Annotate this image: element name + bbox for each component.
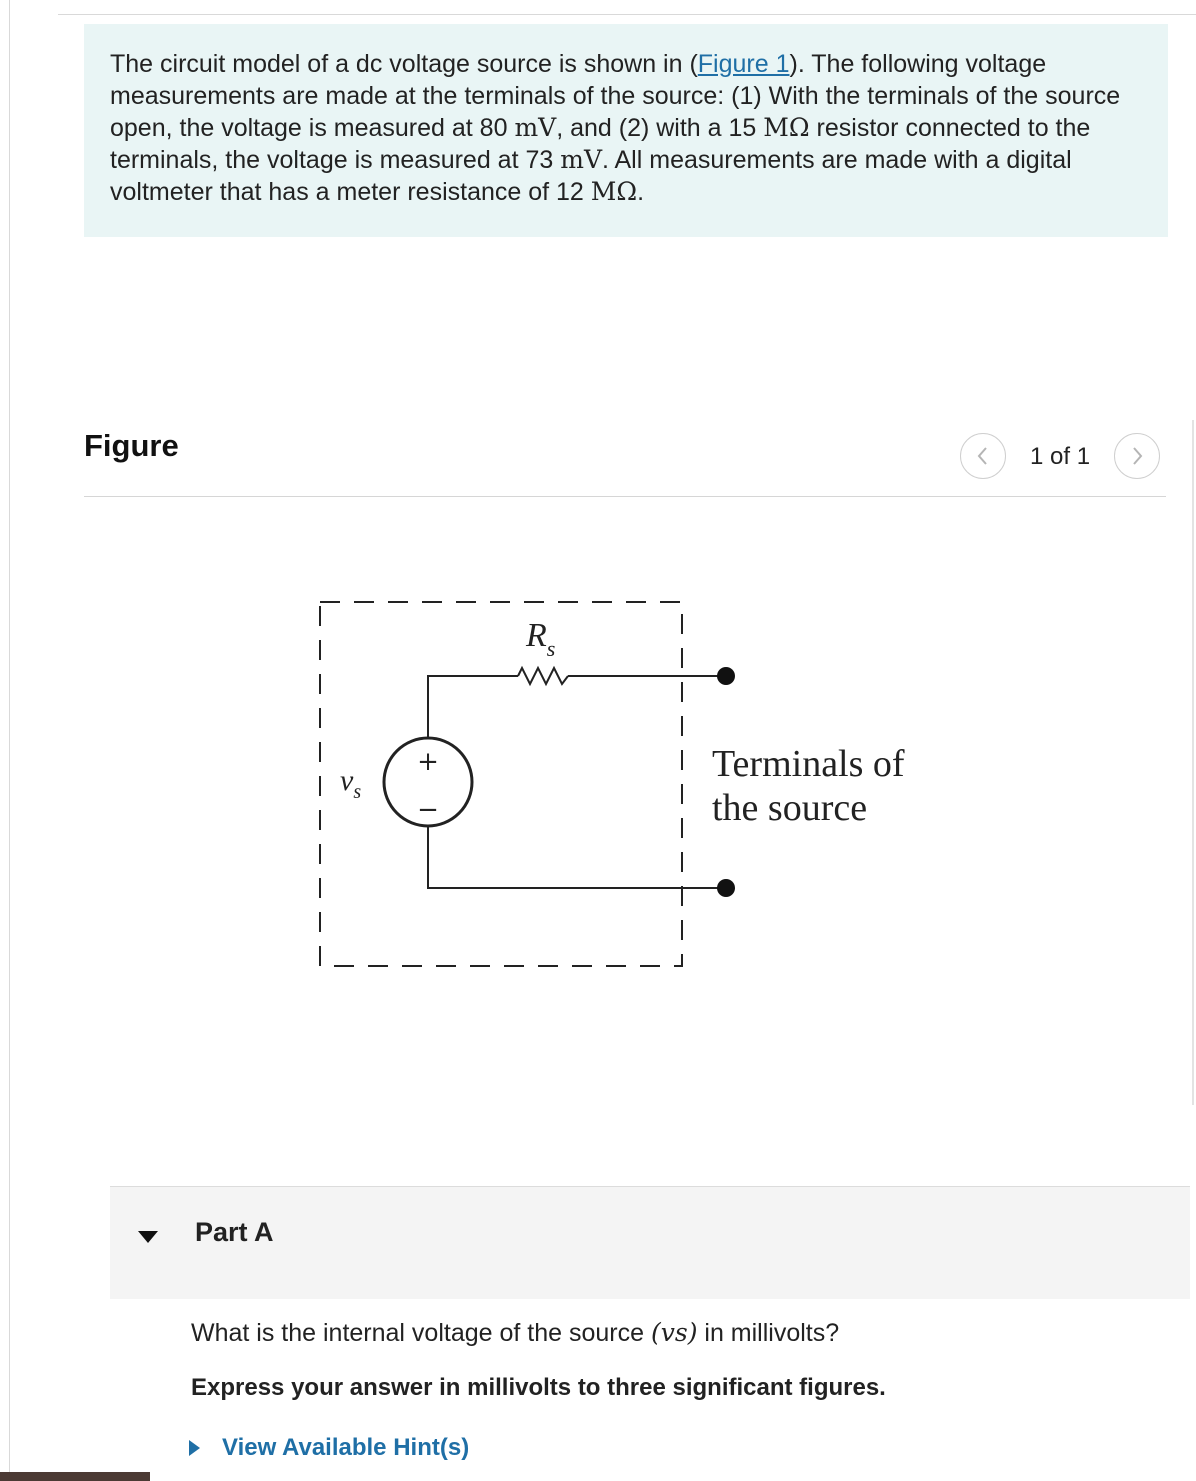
view-hints-link[interactable]: [189, 1434, 469, 1462]
problem-statement: [110, 48, 1142, 208]
unit-mv: mV: [514, 113, 557, 142]
unit-mv: mV: [560, 145, 602, 174]
resistor-label: $R_s$: [526, 617, 556, 661]
hints-label: View Available Hint(s): [222, 1434, 470, 1461]
problem-text-3: , and (2) with a 15: [556, 114, 764, 142]
answer-instruction: Express your answer in millivolts to three significant figures.: [191, 1374, 886, 1401]
frame-top-border: [58, 14, 1196, 15]
plus-sign: +: [417, 747, 439, 777]
figure-page-count: 1 of 1: [1030, 443, 1091, 470]
part-a-question: [191, 1318, 839, 1348]
figure-heading: Figure: [84, 428, 179, 463]
resistor-zigzag: [518, 668, 568, 684]
problem-text-2: ). The following voltage measurements are made at the terminals of the source: (1) With the terminals of the source open, the voltage is measured at 80: [110, 50, 1121, 142]
figure-divider: [84, 496, 1166, 497]
question-text-end: in millivolts?: [697, 1319, 840, 1347]
bottom-dark-strip: [0, 1472, 150, 1481]
caret-down-icon[interactable]: [136, 1225, 160, 1249]
top-terminal: [717, 667, 735, 685]
unit-mohm: MΩ: [763, 113, 810, 142]
source-voltage-label: $v_s$: [340, 764, 362, 803]
problem-statement-box: [84, 24, 1168, 237]
bottom-terminal: [717, 879, 735, 897]
bottom-cut-edge: [0, 1472, 1196, 1481]
scroll-edge: [1192, 420, 1194, 1105]
question-text: What is the internal voltage of the source: [191, 1319, 651, 1347]
frame-left-border: [9, 0, 10, 1481]
problem-text-5: . All measurements are made with a digital voltmeter that has a meter resistance of 12: [110, 146, 1072, 206]
chevron-right-icon: [1127, 445, 1147, 467]
minus-sign: −: [417, 795, 439, 825]
source-enclosure: [320, 602, 682, 966]
caret-right-icon: [189, 1440, 200, 1456]
unit-mohm: MΩ: [590, 177, 638, 206]
previous-figure-button[interactable]: [960, 433, 1006, 479]
problem-text-1: The circuit model of a dc voltage source is shown in (: [110, 50, 698, 78]
terminals-label-line-2: the source: [712, 787, 868, 829]
terminals-label-line-1: Terminals of: [712, 743, 905, 785]
problem-text-end: .: [637, 178, 645, 206]
next-figure-button[interactable]: [1114, 433, 1160, 479]
figure-pager: [958, 433, 1168, 481]
part-a-title: Part A: [195, 1217, 274, 1247]
part-a-header[interactable]: [110, 1186, 1190, 1299]
figure-link[interactable]: Figure 1: [697, 50, 790, 78]
circuit-diagram: [300, 590, 960, 990]
question-math: (vs): [650, 1318, 698, 1347]
chevron-left-icon: [973, 445, 993, 467]
problem-text-4: resistor connected to the terminals, the voltage is measured at 73: [110, 114, 1091, 174]
